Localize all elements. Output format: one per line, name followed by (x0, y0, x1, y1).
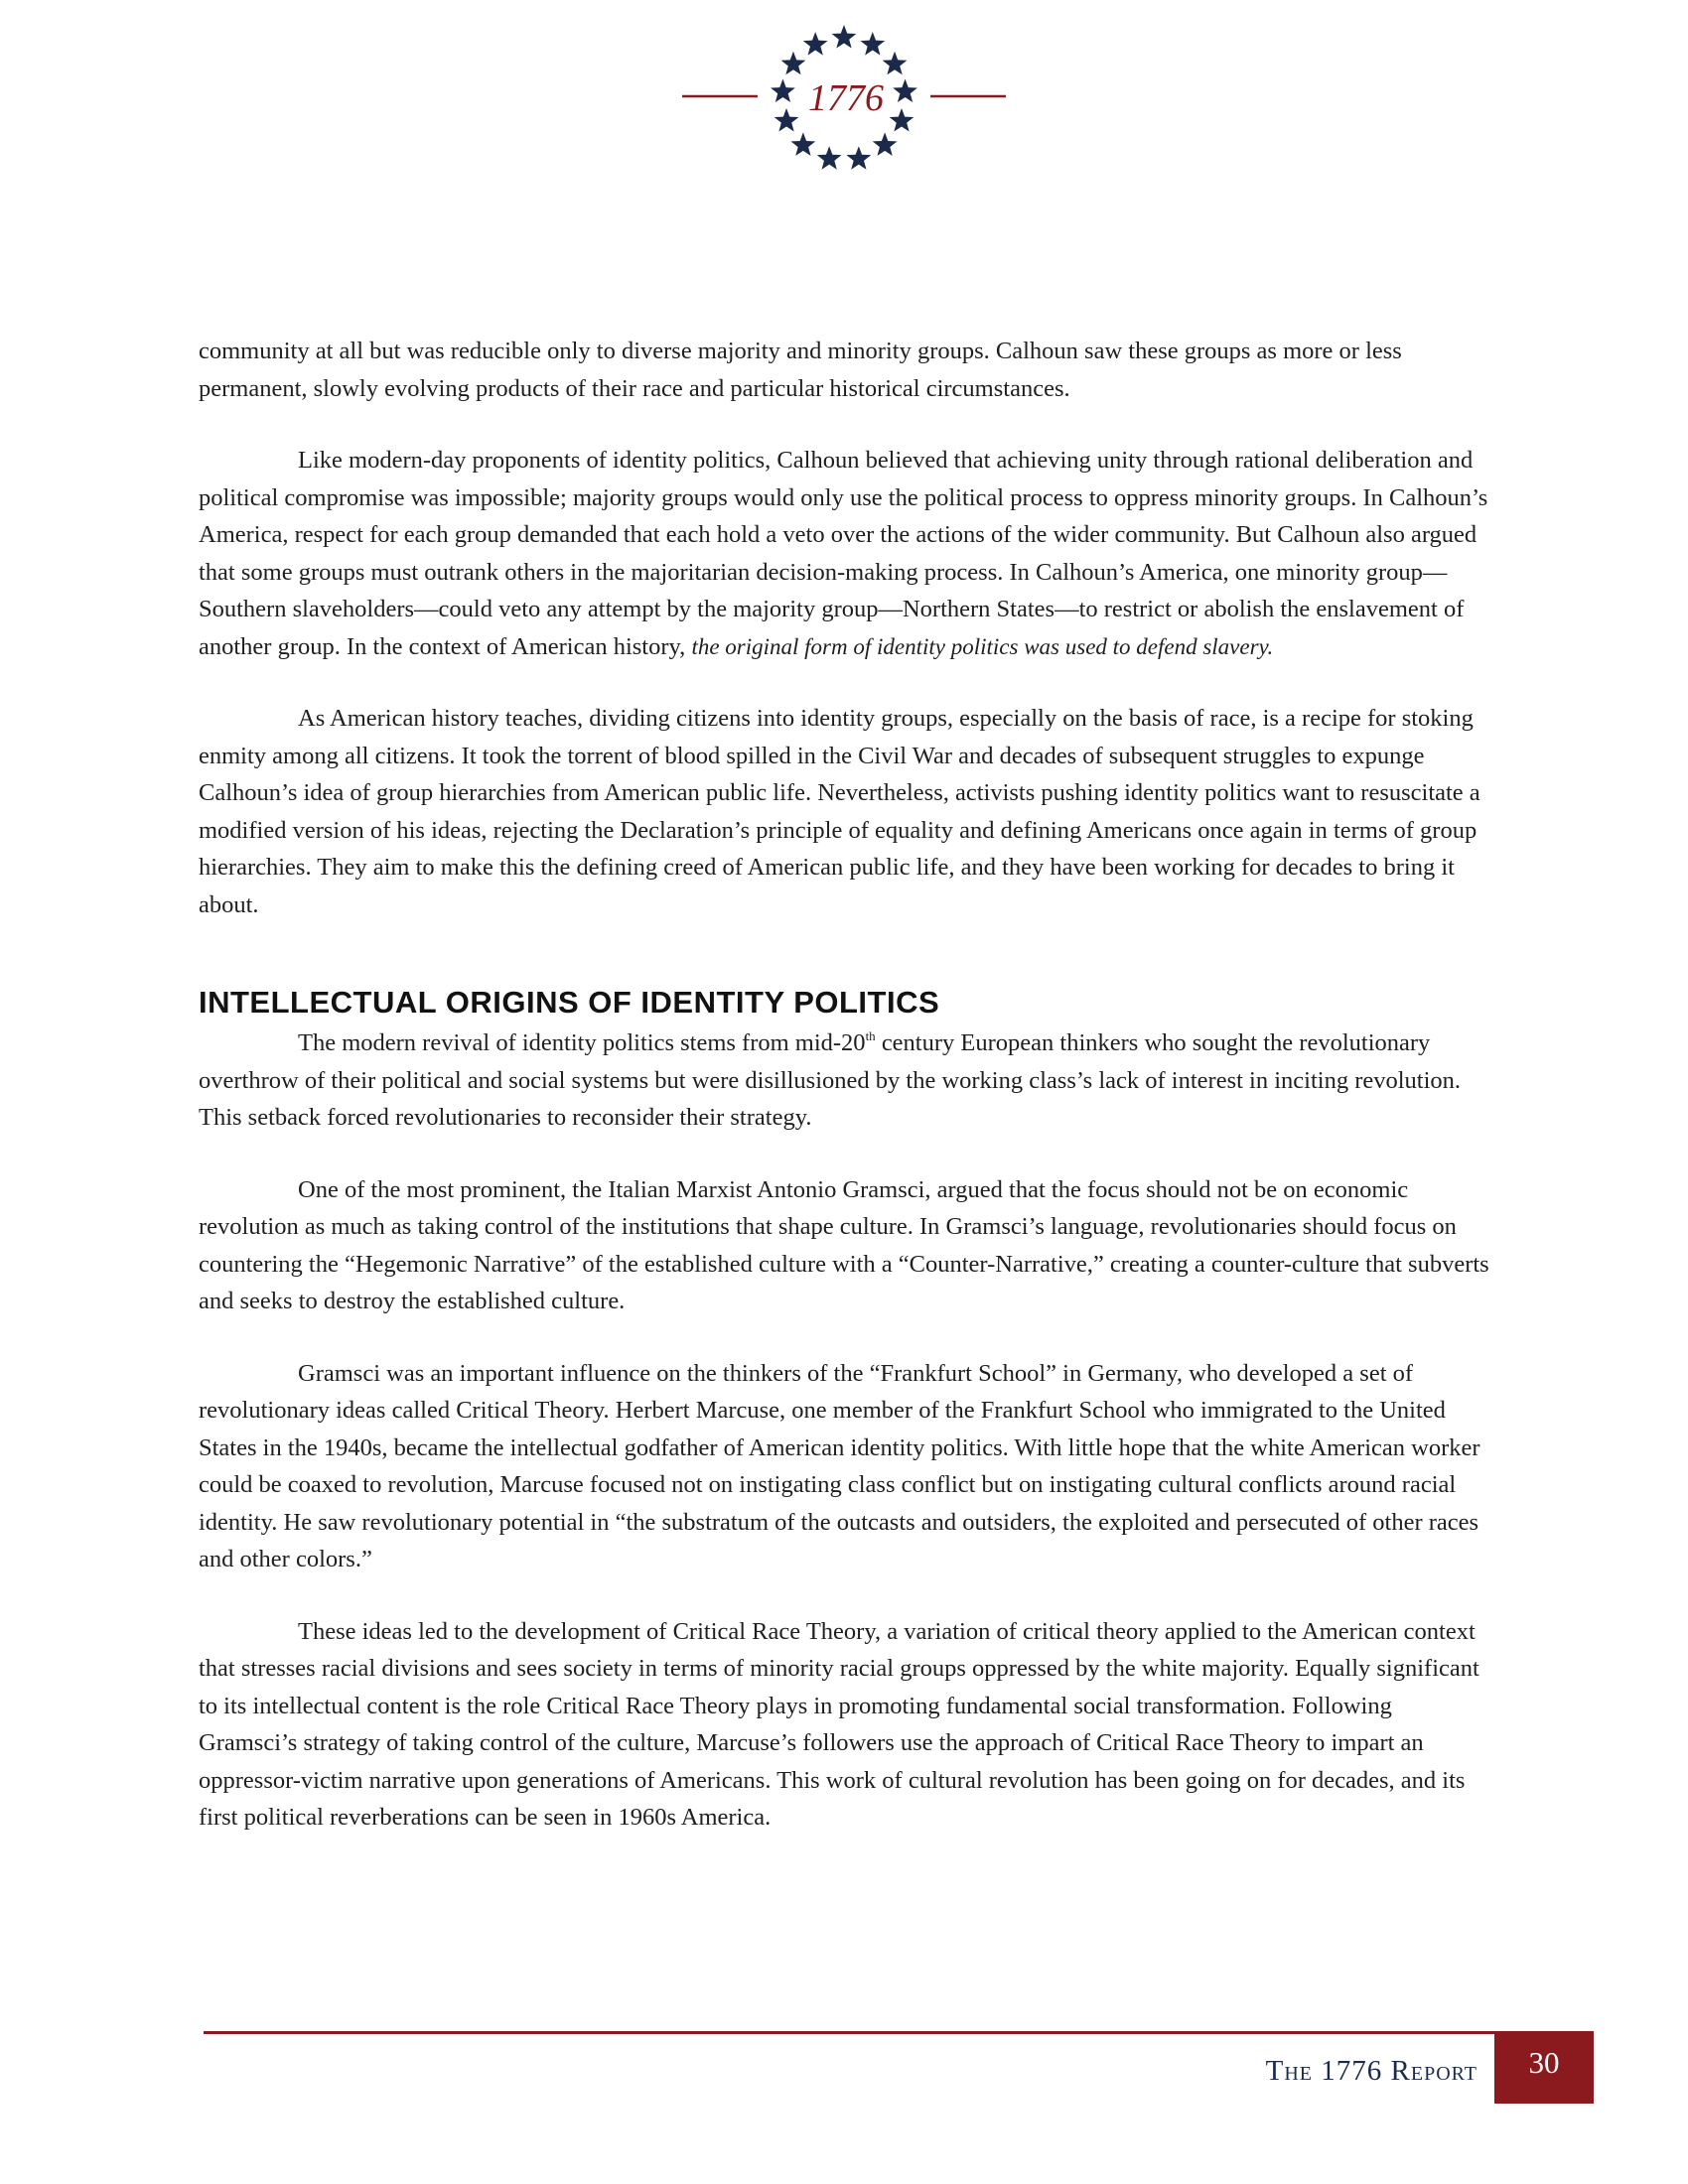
paragraph-calhoun-veto-text: Like modern-day proponents of identity politics, Calhoun believed that achieving unity through rational deliberation and political compromise was impossible; majority groups would only use the political process to oppress minority groups. In Calhoun’s America, respect for each group demanded that each hold a veto over the actions of the wider community. But Calhoun also argued that some groups must outrank others in the majoritarian decision-making process. In Calhoun’s America, one minority group—Southern slaveholders—could veto any attempt by the majority group—Northern States—to restrict or abolish the enslavement of another group. In the context of American history, (199, 447, 1488, 660)
star-icon (817, 146, 842, 170)
star-icon (883, 52, 908, 75)
star-icon (803, 32, 828, 56)
page-number (1494, 2031, 1594, 2104)
star-icon (846, 146, 871, 170)
paragraph-frankfurt-school: Gramsci was an important influence on the thinkers of the “Frankfurt School” in Germany, who developed a set of revolutionary ideas called Critical Theory. Herbert Marcuse, one member of the Frankfurt School who immigrated to the United States in the 1940s, became the intellectual godfather of American identity politics. With little hope that the white American worker could be coaxed to revolution, Marcuse focused not on instigating class conflict but on instigating cultural conflicts around racial identity. He saw revolutionary potential in “the substratum of the outcasts and outsiders, the exploited and persecuted of other races and other colors.” (199, 1359, 1480, 1572)
star-icon (781, 52, 806, 75)
star-icon (860, 32, 885, 56)
section-heading: INTELLECTUAL ORIGINS OF IDENTITY POLITICS (199, 985, 940, 1020)
star-icon (774, 108, 799, 132)
star-icon (832, 25, 857, 49)
paragraph-calhoun-veto (199, 442, 1489, 665)
footer-rule (204, 2031, 1494, 2034)
report-emblem (670, 20, 1018, 189)
paragraph-calhoun-groups: community at all but was reducible only to diverse majority and minority groups. Calhoun saw these groups as more or less permanent, slowly evolving products of their race and particular historical circumstances. (199, 338, 1402, 402)
ordinal-superscript: th (865, 1028, 876, 1043)
main-content (199, 333, 1489, 1871)
emblem-year: 1776 (808, 77, 884, 119)
paragraph-gramsci: One of the most prominent, the Italian Marxist Antonio Gramsci, argued that the focus should not be on economic revolution as much as taking control of the institutions that shape culture. In Gramsci’s language, revolutionaries should focus on countering the “Hegemonic Narrative” of the established culture with a “Counter-Narrative,” creating a counter-culture that subverts and seeks to destroy the established culture. (199, 1175, 1489, 1314)
star-icon (893, 79, 917, 103)
paragraph-modern-revival (199, 1024, 1489, 1137)
emphasis-slavery: the original form of identity politics was used to defend slavery. (691, 633, 1274, 659)
paragraph-modern-revival-end: century European thinkers who sought the revolutionary overthrow of their political and social systems but were disillusioned by the working class’s lack of interest in inciting revolution. This setback forced revolutionaries to reconsider their strategy. (199, 1029, 1462, 1131)
star-icon (890, 108, 914, 132)
paragraph-critical-race-theory: These ideas led to the development of Critical Race Theory, a variation of critical theory applied to the American context that stresses racial divisions and sees society in terms of minority racial groups oppressed by the white majority. Equally significant to its intellectual content is the role Critical Race Theory plays in promoting fundamental social transformation. Following Gramsci’s strategy of taking control of the culture, Marcuse’s followers use the approach of Critical Race Theory to impart an oppressor-victim narrative upon generations of Americans. This work of cultural revolution has been going on for decades, and its first political reverberations can be seen in 1960s America. (199, 1617, 1479, 1831)
paragraph-american-history: As American history teaches, dividing citizens into identity groups, especially on the basis of race, is a recipe for stoking enmity among all citizens. It took the torrent of blood spilled in the Civil War and decades of subsequent struggles to expunge Calhoun’s idea of group hierarchies from American public life. Nevertheless, activists pushing identity politics want to resuscitate a modified version of his ideas, rejecting the Declaration’s principle of equality and defining Americans once again in terms of group hierarchies. They aim to make this the defining creed of American public life, and they have been working for decades to bring it about. (199, 705, 1480, 918)
star-icon (791, 132, 816, 156)
star-icon (873, 132, 898, 156)
star-icon (771, 79, 795, 103)
page-number-text: 30 (1528, 2045, 1560, 2080)
paragraph-modern-revival-start: The modern revival of identity politics stems from mid-20 (298, 1029, 866, 1056)
footer-report-title: The 1776 Report (1265, 2055, 1477, 2087)
